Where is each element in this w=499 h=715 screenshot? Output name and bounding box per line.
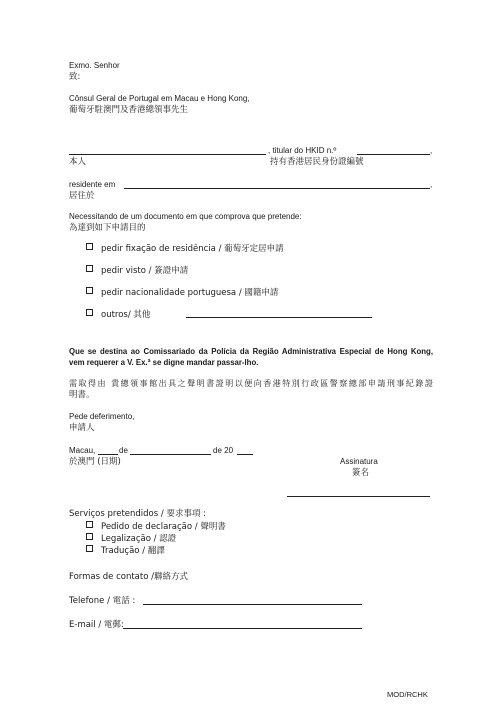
checkbox-residence[interactable] [86, 243, 93, 250]
service-legalization-label: Legalização / 認證 [101, 534, 177, 544]
resident-comma: , [430, 180, 433, 189]
other-field[interactable] [186, 317, 372, 318]
request-zh-1: 需取得由 貴總領事館出具之聲明書證明以便向香港特別行政區警察總部申請刑事紀錄證 [69, 379, 433, 388]
option-visa[interactable] [86, 265, 188, 276]
purpose-intro-pt: Necessitando de um documento em que comprova que pretende: [69, 212, 302, 221]
name-label-zh: 本人 [69, 157, 87, 167]
request-line-2: vem requerer a V. Ex.ª se digne mandar passar-lho. [69, 358, 259, 367]
closing-pt: Pede deferimento, [69, 412, 135, 421]
service-declaration[interactable] [86, 521, 226, 532]
addressee-zh: 葡萄牙駐澳門及香港總領事先生 [69, 105, 189, 115]
option-visa-label: pedir visto / 簽證申請 [101, 266, 189, 276]
year-field[interactable] [237, 454, 253, 455]
signature-pt: Assinatura [340, 457, 378, 466]
email-label: E-mail / 電郵: [69, 620, 124, 630]
service-translation[interactable] [86, 545, 165, 556]
purpose-intro-zh: 為達到如下申請目的 [69, 223, 146, 233]
resident-field[interactable] [124, 188, 430, 189]
checkbox-visa[interactable] [86, 265, 93, 272]
contact-title: Formas de contato /聯絡方式 [69, 572, 188, 582]
hkid-label-zh: 持有香港居民身份證編號 [270, 157, 364, 167]
checkbox-legalization[interactable] [86, 533, 93, 540]
resident-label-zh: 居住於 [69, 191, 95, 201]
addressee-pt: Cônsul Geral de Portugal em Macau e Hong Kong, [69, 94, 250, 103]
phone-field[interactable] [143, 604, 362, 605]
greeting-pt: Exmo. Senhor [69, 61, 120, 70]
date-de-1: de [119, 446, 128, 455]
checkbox-translation[interactable] [86, 545, 93, 552]
phone-label: Telefone / 電話 : [69, 596, 136, 606]
option-other[interactable] [86, 309, 150, 320]
service-legalization[interactable] [86, 533, 176, 544]
signature-line[interactable] [287, 496, 430, 497]
date-place: Macau, [69, 446, 96, 455]
hkid-field[interactable] [357, 154, 430, 155]
service-translation-label: Tradução / 翻譯 [101, 546, 165, 556]
services-title: Serviços pretendidos / 要求事項 : [69, 509, 207, 519]
day-field[interactable] [98, 454, 118, 455]
checkbox-nationality[interactable] [86, 287, 93, 294]
name-field[interactable] [69, 154, 266, 155]
checkbox-other[interactable] [86, 309, 93, 316]
greeting-zh: 致: [69, 72, 81, 82]
option-other-label: outros/ 其他 [101, 310, 151, 320]
email-field[interactable] [123, 628, 362, 629]
request-zh-2: 明書。 [69, 390, 95, 400]
date-zh: 於澳門 (日期) [69, 457, 121, 467]
option-nationality-label: pedir nacionalidade portuguesa / 國籍申請 [101, 288, 279, 298]
option-residence-label: pedir fixação de residência / 葡萄牙定居申請 [101, 244, 284, 254]
request-line-1: Que se destina ao Comissariado da Polícia da Região Administrativa Especial de Hong Kong, [69, 347, 433, 356]
hkid-comma: , [430, 146, 433, 155]
option-nationality[interactable] [86, 287, 278, 298]
closing-zh: 申請人 [69, 423, 95, 433]
date-de-2: de 20 [213, 446, 234, 455]
resident-label: residente em [69, 180, 116, 189]
hkid-label: , titular do HKID n.º [268, 146, 337, 155]
signature-zh: 簽名 [352, 468, 370, 478]
month-field[interactable] [130, 454, 211, 455]
checkbox-declaration[interactable] [86, 521, 93, 528]
service-declaration-label: Pedido de declaração / 聲明書 [101, 522, 226, 532]
option-residence[interactable] [86, 243, 284, 254]
form-code: MOD/RCHK [387, 690, 428, 699]
